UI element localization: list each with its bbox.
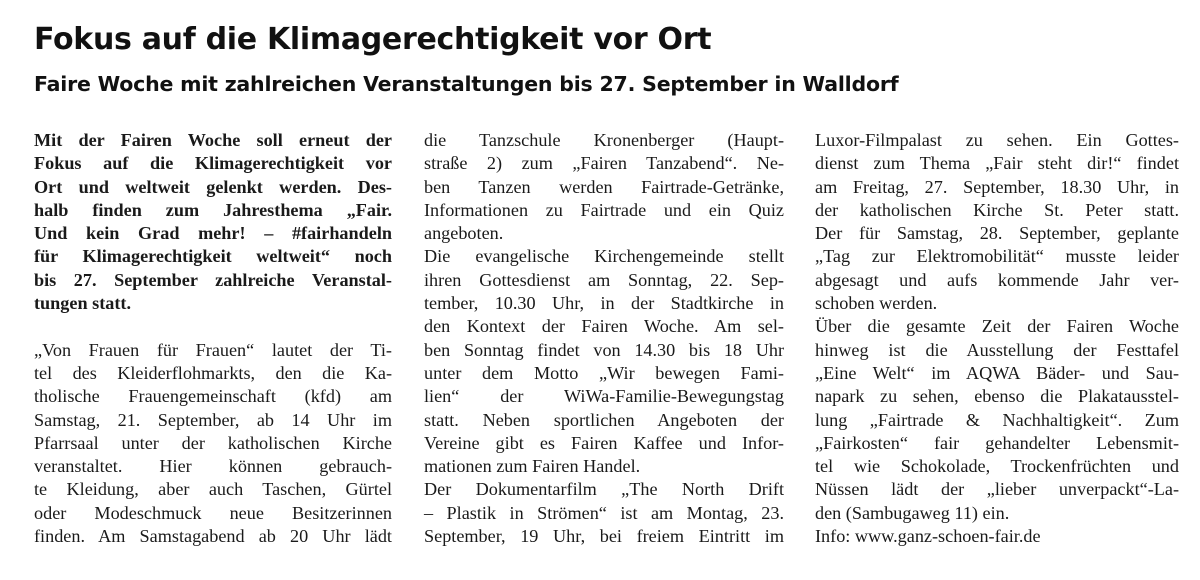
text-line: September, 19 Uhr, bei freiem Eintritt im [424, 526, 784, 547]
text-line: tel wie Schokolade, Trockenfrüchten und [815, 456, 1179, 477]
text-line: mationen zum Fairen Handel. [424, 456, 641, 477]
text-line: finden. Am Samstagabend ab 20 Uhr lädt [34, 526, 392, 547]
text-line: Info: www.ganz-schoen-fair.de [815, 526, 1041, 547]
column-2 [424, 129, 784, 548]
text-line: Über die gesamte Zeit der Fairen Woche [815, 316, 1179, 337]
text-line: Die evangelische Kirchengemeinde stellt [424, 246, 784, 267]
text-line: Informationen zu Fairtrade und ein Quiz [424, 199, 784, 220]
text-line: „Von Frauen für Frauen“ lautet der Ti- [34, 339, 392, 360]
text-line: die Tanzschule Kronenberger (Haupt- [424, 130, 784, 150]
text-line: Fokus auf die Klimagerechtigkeit vor [34, 153, 392, 174]
text-line: am Freitag, 27. September, 18.30 Uhr, in [815, 176, 1179, 197]
text-line: Und kein Grad mehr! – #fairhandeln [34, 223, 392, 244]
text-line: unter dem Motto „Wir bewegen Fami- [424, 362, 784, 383]
text-line: hinweg ist die Ausstellung der Festtafel [815, 339, 1179, 360]
text-line: ben Sonntag findet von 14.30 bis 18 Uhr [424, 339, 784, 360]
text-line: ben Tanzen werden Fairtrade-Getränke, [424, 176, 784, 197]
text-line: te Kleidung, aber auch Taschen, Gürtel [34, 479, 392, 500]
text-line: napark zu sehen, ebenso die Plakatausstel- [815, 386, 1179, 407]
headline: Fokus auf die Klimagerechtigkeit vor Ort [34, 22, 712, 57]
text-line: bis 27. September zahlreiche Veranstal- [34, 269, 392, 290]
paragraph-gap [34, 315, 392, 338]
subheadline: Faire Woche mit zahlreichen Veranstaltungen bis 27. September in Walldorf [34, 72, 899, 96]
body-paragraph [34, 339, 392, 549]
text-line: Pfarrsaal unter der katholischen Kirche [34, 432, 392, 453]
column-3 [815, 129, 1179, 548]
text-line: veranstaltet. Hier können gebrauch- [34, 456, 392, 477]
text-line: Vereine gibt es Fairen Kaffee und Infor- [424, 432, 784, 453]
text-line: lien“ der WiWa-Familie-Bewegungstag [424, 386, 784, 407]
text-line: ihren Gottesdienst am Sonntag, 22. Sep- [424, 269, 784, 290]
lead-paragraph [34, 129, 392, 315]
column-1 [34, 129, 392, 548]
text-line: abgesagt und aufs kommende Jahr ver- [815, 269, 1179, 290]
text-line: lung „Fairtrade & Nachhaltigkeit“. Zum [815, 409, 1179, 430]
text-line: Mit der Fairen Woche soll erneut der [34, 130, 392, 150]
text-line: straße 2) zum „Fairen Tanzabend“. Ne- [424, 153, 784, 174]
text-line: statt. Neben sportlichen Angeboten der [424, 409, 784, 430]
text-line: Der für Samstag, 28. September, geplante [815, 223, 1179, 244]
text-line: tel des Kleiderflohmarkts, den die Ka- [34, 362, 392, 383]
text-line: halb finden zum Jahresthema „Fair. [34, 199, 392, 220]
text-line: angeboten. [424, 223, 504, 244]
text-line: „Eine Welt“ im AQWA Bäder- und Sau- [815, 362, 1179, 383]
text-line: tholische Frauengemeinschaft (kfd) am [34, 386, 392, 407]
text-line: tungen statt. [34, 293, 132, 314]
text-line: „Tag zur Elektromobilität“ musste leider [815, 246, 1179, 267]
text-line: tember, 10.30 Uhr, in der Stadtkirche in [424, 293, 784, 314]
text-line: „Fairkosten“ fair gehandelter Lebensmit- [815, 432, 1179, 453]
text-line: dienst zum Thema „Fair steht dir!“ findet [815, 153, 1179, 174]
text-line: oder Modeschmuck neue Besitzerinnen [34, 502, 392, 523]
text-line: der katholischen Kirche St. Peter statt. [815, 199, 1179, 220]
text-line: Der Dokumentarfilm „The North Drift [424, 479, 784, 500]
text-line: – Plastik in Strömen“ ist am Montag, 23. [424, 502, 784, 523]
text-line: Luxor-Filmpalast zu sehen. Ein Gottes- [815, 130, 1179, 150]
text-line: Ort und weltweit gelenkt werden. Des- [34, 176, 392, 197]
text-line: den Kontext der Fairen Woche. Am sel- [424, 316, 784, 337]
text-line: Samstag, 21. September, ab 14 Uhr im [34, 409, 392, 430]
text-line: den (Sambugaweg 11) ein. [815, 502, 1010, 523]
text-line: Nüssen lädt der „lieber unverpackt“-La- [815, 479, 1179, 500]
text-line: für Klimagerechtigkeit weltweit“ noch [34, 246, 392, 267]
text-line: schoben werden. [815, 293, 938, 314]
